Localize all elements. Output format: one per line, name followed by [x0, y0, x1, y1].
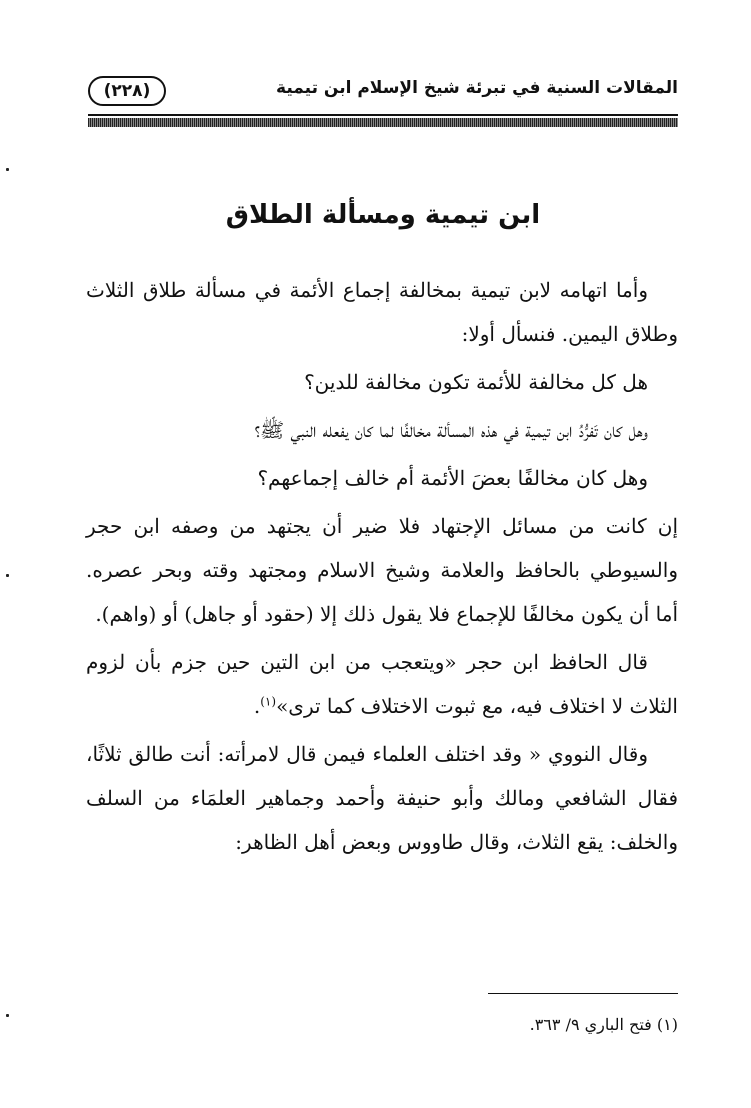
paragraph-5: إن كانت من مسائل الإجتهاد فلا ضير أن يجتهد من وصفه ابن حجر والسيوطي بالحافظ والعلامة وشيخ الاسلام ومجتهد وقته وبحر عصره. أما أن يكون مخالفًا للإجماع فلا يقول ذلك إلا (حقود أو جاهل) أو (واهم). [86, 514, 678, 626]
paragraph-3: وهل كان تَفرُّدُ ابن تيمية في هذه المسألة مخالفًا لما كان يفعله النبي ﷺ؟ [254, 418, 648, 442]
paragraph-6 [86, 640, 678, 728]
running-header [88, 72, 678, 118]
footnote-text: فتح الباري ٩/ ٣٦٣. [529, 1015, 652, 1034]
header-title: المقالات السنية في تبرئة شيخ الإسلام ابن تيمية [276, 78, 678, 98]
paragraph-4: وهل كان مخالفًا بعضَ الأئمة أم خالف إجماعهم؟ [257, 466, 648, 490]
page-number-badge: (٢٢٨) [88, 76, 166, 106]
footnote-separator [488, 993, 678, 994]
footnote-number: (١) [656, 1015, 678, 1034]
header-rule-hatched-band [88, 118, 678, 127]
paragraph-1: وأما اتهامه لابن تيمية بمخالفة إجماع الأئمة في مسألة طلاق الثلاث وطلاق اليمين. فنسأل أولا: [86, 278, 678, 346]
paragraph-6-end: . [253, 694, 261, 718]
header-rule [88, 114, 678, 128]
header-rule-thin-line [88, 114, 678, 116]
scan-mark [6, 168, 9, 171]
footnote-marker: (١) [260, 694, 277, 709]
scan-mark [6, 1014, 9, 1017]
paragraph-2: هل كل مخالفة للأئمة تكون مخالفة للدين؟ [304, 370, 648, 394]
footnote [86, 1015, 678, 1034]
paragraph-6-text: قال الحافظ ابن حجر «ويتعجب من ابن التين حين جزم بأن لزوم الثلاث لا اختلاف فيه، مع ثبوت الاختلاف كما ترى» [86, 650, 678, 718]
body-text [86, 268, 678, 868]
paragraph-7: وقال النووي « وقد اختلف العلماء فيمن قال لامرأته: أنت طالق ثلاثًا، فقال الشافعي ومالك وأبو حنيفة وأحمد وجماهير العلمَاء من السلف والخلف: يقع الثلاث، وقال طاووس وبعض أهل الظاهر: [86, 742, 678, 854]
section-heading: ابن تيمية ومسألة الطلاق [225, 200, 541, 230]
scan-mark [6, 574, 9, 577]
